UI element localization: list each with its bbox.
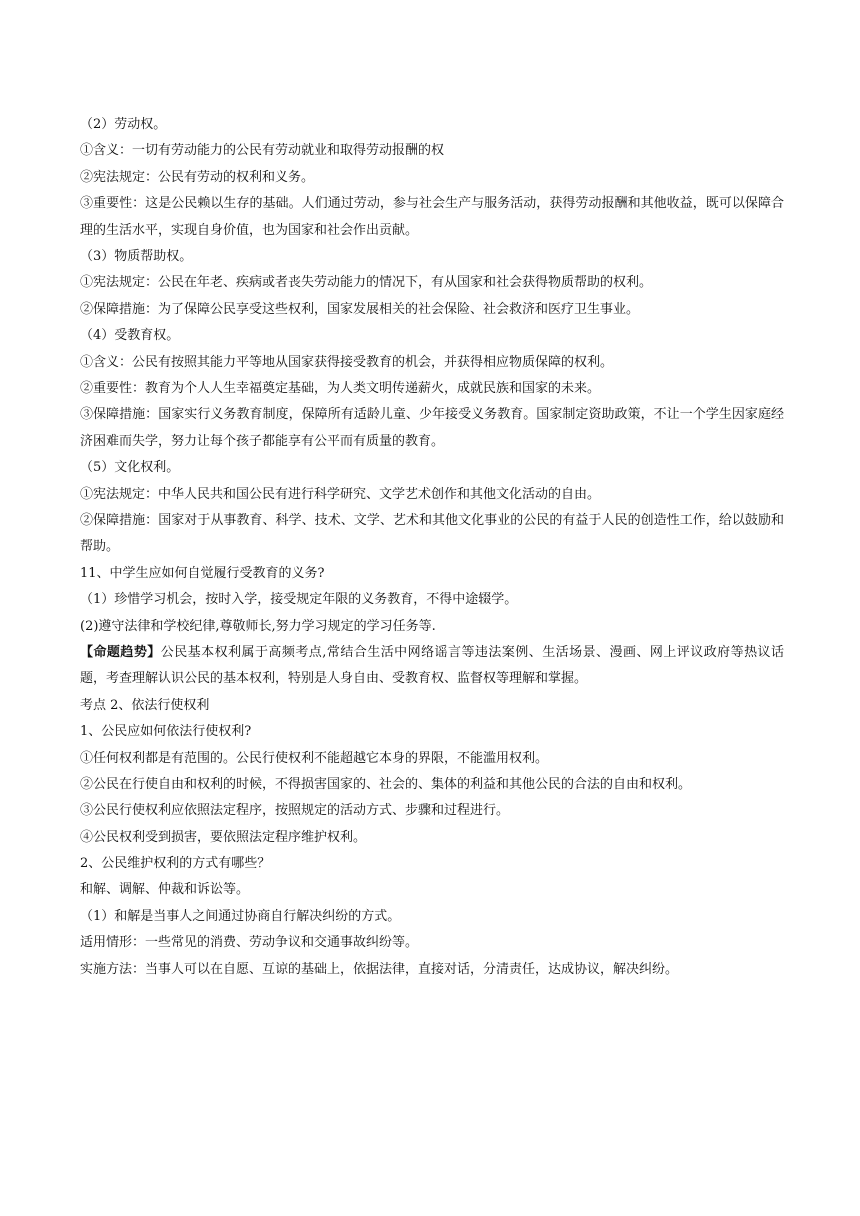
paragraph: ①宪法规定：中华人民共和国公民有进行科学研究、文学艺术创作和其他文化活动的自由。: [80, 486, 601, 502]
paragraph: ①宪法规定：公民在年老、疾病或者丧失劳动能力的情况下，有从国家和社会获得物质帮助的权利。: [80, 275, 653, 291]
heading-cultural-rights: （5）文化权利。: [80, 460, 180, 476]
paragraph: ①含义：一切有劳动能力的公民有劳动就业和取得劳动报酬的权: [80, 143, 445, 159]
paragraph: (2)遵守法律和学校纪律,尊敬师长,努力学习规定的学习任务等.: [80, 618, 436, 634]
trend-label: 【命题趋势】: [80, 644, 161, 660]
paragraph: ②保障措施：为了保障公民享受这些权利，国家发展相关的社会保险、社会救济和医疗卫生事业。: [80, 301, 640, 317]
paragraph: ③重要性：这是公民赖以生存的基础。人们通过劳动，参与社会生产与服务活动，获得劳动报酬和其他收益，既可以保障合理的生活水平，实现自身价值，也为国家和社会作出贡献。: [80, 196, 784, 238]
paragraph: ③保障措施：国家实行义务教育制度，保障所有适龄儿童、少年接受义务教育。国家制定资助政策，不让一个学生因家庭经济困难而失学，努力让每个孩子都能享有公平而有质量的教育。: [80, 407, 784, 449]
paragraph: ②重要性：教育为个人人生幸福奠定基础，为人类文明传递薪火，成就民族和国家的未来。: [80, 380, 601, 396]
paragraph: 实施方法：当事人可以在自愿、互谅的基础上，依据法律，直接对话，分清责任，达成协议，解决纠纷。: [80, 961, 679, 977]
paragraph: ②宪法规定：公民有劳动的权利和义务。: [80, 169, 315, 185]
paragraph: 适用情形：一些常见的消费、劳动争议和交通事故纠纷等。: [80, 935, 419, 951]
section-heading-point-2: 考点 2、依法行使权利: [80, 697, 210, 713]
question-11: 11、中学生应如何自觉履行受教育的义务?: [80, 565, 325, 581]
question-2: 2、公民维护权利的方式有哪些？: [80, 856, 271, 872]
paragraph: （1）和解是当事人之间通过协商自行解决纠纷的方式。: [80, 908, 401, 924]
heading-education-right: （4）受教育权。: [80, 328, 180, 344]
paragraph: ②保障措施：国家对于从事教育、科学、技术、文学、艺术和其他文化事业的公民的有益于人民的创造性工作，给以鼓励和帮助。: [80, 512, 784, 555]
paragraph: ①任何权利都是有范围的。公民行使权利不能超越它本身的界限，不能滥用权利。: [80, 750, 549, 766]
heading-labor-right: （2）劳动权。: [80, 117, 167, 132]
paragraph: （1）珍惜学习机会，按时入学，接受规定年限的义务教育，不得中途辍学。: [80, 592, 518, 608]
paragraph: ③公民行使权利应依照法定程序，按照规定的活动方式、步骤和过程进行。: [80, 803, 510, 819]
paragraph: ④公民权利受到损害，要依照法定程序维护权利。: [80, 829, 367, 845]
document-body: [80, 112, 784, 983]
paragraph: ①含义：公民有按照其能力平等地从国家获得接受教育的机会，并获得相应物质保障的权利。: [80, 354, 614, 370]
trend-text: 公民基本权利属于高频考点,常结合生活中网络谣言等违法案例、生活场景、漫画、网上评议政府等热议话题，考查理解认识公民的基本权利，特别是人身自由、受教育权、监督权等理解和掌握。: [80, 644, 784, 687]
heading-material-aid-right: （3）物质帮助权。: [80, 248, 193, 264]
question-1: 1、公民应如何依法行使权利?: [80, 724, 252, 740]
trend-paragraph: [80, 640, 784, 693]
paragraph: ②公民在行使自由和权利的时候，不得损害国家的、社会的、集体的利益和其他公民的合法的自由和权利。: [80, 776, 692, 792]
paragraph: 和解、调解、仲裁和诉讼等。: [80, 882, 250, 898]
